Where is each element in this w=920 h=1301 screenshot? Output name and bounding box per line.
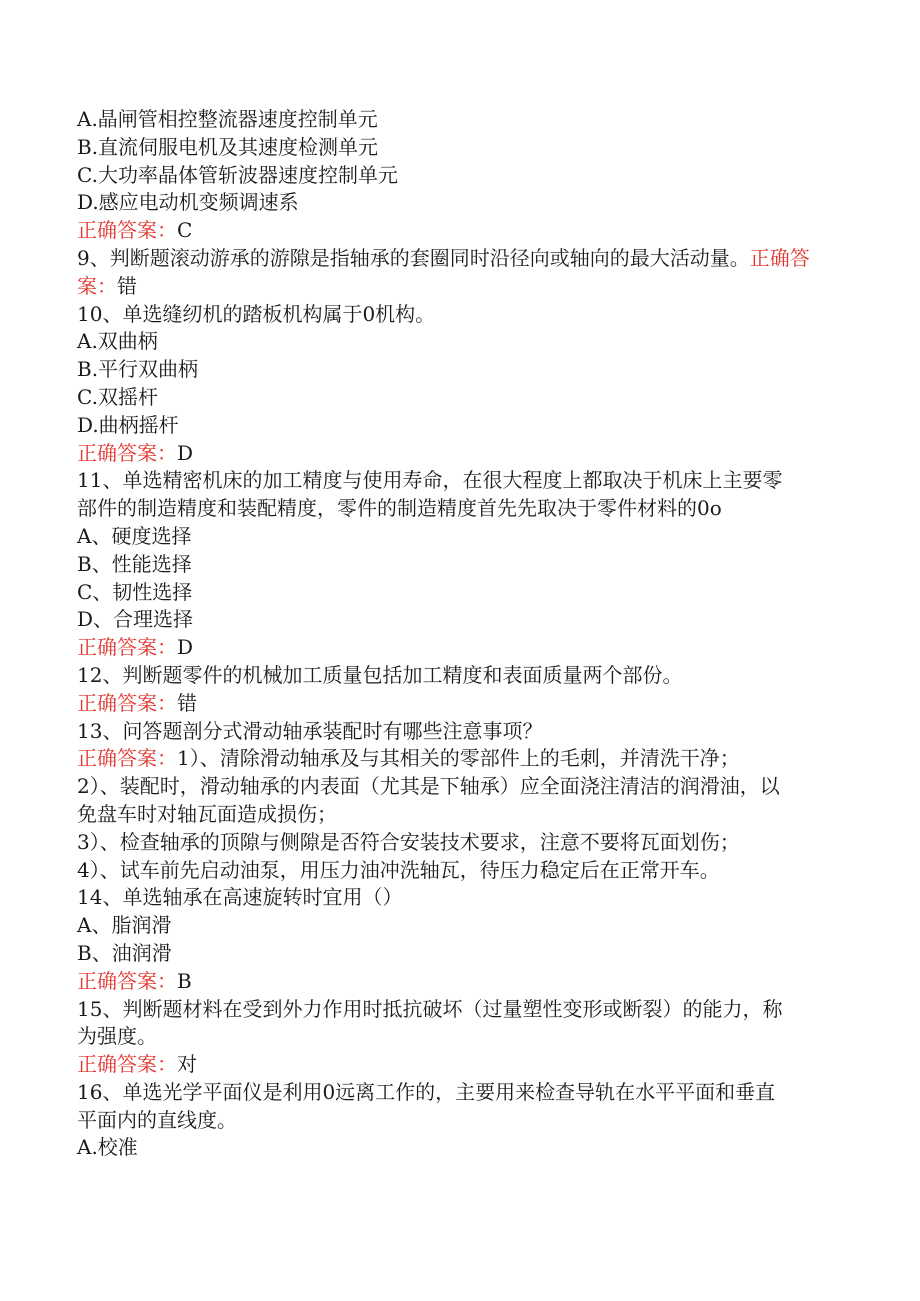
q10-option-c: C.双摇杆 — [77, 384, 158, 409]
q13-answer-line2a: 2）、装配时，滑动轴承的内表面（尤其是下轴承）应全面浇注清洁的润滑油，以 — [77, 774, 780, 799]
q13-answer-line2b: 免盘车时对轴瓦面造成损伤； — [77, 801, 337, 826]
q12-answer — [77, 690, 845, 718]
q8-option-c: C.大功率晶体管斩波器速度控制单元 — [77, 162, 398, 187]
q11-option-c: C、韧性选择 — [77, 579, 193, 604]
q11-option-b: B、性能选择 — [77, 551, 192, 576]
q16-option-a: A.校准 — [77, 1135, 138, 1160]
q13-answer-line4: 4）、试车前先启动油泵，用压力油冲洗轴瓦，待压力稳定后在正常开车。 — [77, 857, 720, 882]
answer-label: 正确答案： — [77, 440, 177, 465]
answer-label: 正确答案： — [77, 968, 177, 993]
answer-value: C — [177, 218, 193, 243]
q15-question-line1: 15、判断题材料在受到外力作用时抵抗破坏（过量塑性变形或断裂）的能力，称 — [77, 996, 783, 1021]
q15-question-line2: 为强度。 — [77, 1024, 157, 1049]
answer-value: D — [177, 440, 194, 465]
answer-label: 正确答案： — [77, 218, 177, 243]
q11-option-a: A、硬度选择 — [77, 523, 192, 548]
q10-question: 10、单选缝纫机的踏板机构属于0机构。 — [77, 301, 436, 326]
q8-option-b: B.直流伺服电机及其速度检测单元 — [77, 134, 379, 159]
q14-option-a: A、脂润滑 — [77, 913, 172, 938]
answer-label: 正确答案： — [77, 1052, 177, 1077]
answer-label: 正确答案： — [77, 635, 177, 660]
answer-value: 错 — [117, 273, 137, 298]
answer-value: B — [177, 968, 192, 993]
q10-option-b: B.平行双曲柄 — [77, 357, 199, 382]
q13-answer-line3: 3）、检查轴承的顶隙与侧隙是否符合安装技术要求，注意不要将瓦面划伤； — [77, 829, 740, 854]
q13-answer — [77, 745, 845, 773]
answer-value: 错 — [177, 690, 197, 715]
q8-option-d: D.感应电动机变频调速系 — [77, 190, 299, 215]
q12-question: 12、判断题零件的机械加工质量包括加工精度和表面质量两个部份。 — [77, 662, 683, 687]
q15-answer — [77, 1051, 845, 1079]
q9-question: 9、判断题滚动游承的游隙是指轴承的套圈同时沿径向或轴向的最大活动量。 — [77, 245, 750, 270]
q13-question: 13、问答题剖分式滑动轴承装配时有哪些注意事项？ — [77, 718, 543, 743]
q14-question: 14、单选轴承在高速旋转时宜用（） — [77, 885, 403, 910]
q8-answer — [77, 217, 845, 245]
answer-value: 对 — [177, 1052, 197, 1077]
q11-question-line2: 部件的制造精度和装配精度，零件的制造精度首先先取决于零件材料的0o — [77, 496, 722, 521]
q14-answer — [77, 968, 845, 996]
q9-block — [77, 245, 845, 301]
q11-answer — [77, 634, 845, 662]
q11-question-line1: 11、单选精密机床的加工精度与使用寿命，在很大程度上都取决于机床上主要零 — [77, 468, 783, 493]
answer-value: D — [177, 635, 194, 660]
q14-option-b: B、油润滑 — [77, 940, 172, 965]
answer-text-line1: 1）、清除滑动轴承及与其相关的零部件上的毛刺，并清洗干净； — [177, 746, 740, 771]
q10-answer — [77, 440, 845, 468]
q10-option-a: A.双曲柄 — [77, 329, 158, 354]
q11-option-d: D、合理选择 — [77, 607, 194, 632]
document-page — [77, 106, 845, 1162]
answer-label: 正确答案： — [77, 690, 177, 715]
answer-label: 正确答案： — [77, 746, 177, 771]
answer-label: 正确答案： — [77, 245, 810, 298]
q10-option-d: D.曲柄摇杆 — [77, 412, 179, 437]
q16-question-line1: 16、单选光学平面仪是利用0远离工作的，主要用来检查导轨在水平平面和垂直 — [77, 1079, 776, 1104]
q8-option-a: A.晶闸管相控整流器速度控制单元 — [77, 107, 378, 131]
q16-question-line2: 平面内的直线度。 — [77, 1107, 237, 1132]
